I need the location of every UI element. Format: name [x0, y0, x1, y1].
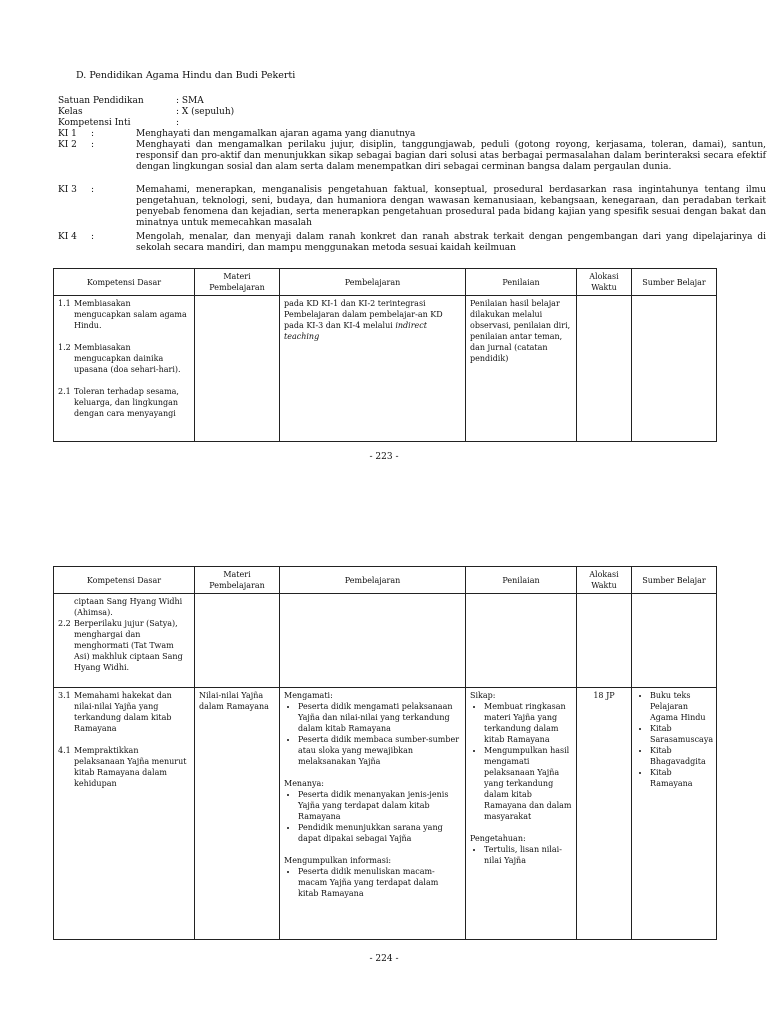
header-kompetensi-dasar: Kompetensi Dasar [54, 567, 195, 594]
list-item: • Peserta didik membaca sumber-sumber atau sloka yang mewajibkan melaksanakan Yajña [298, 734, 461, 767]
mengamati-list [284, 701, 461, 767]
menanya-label: Menanya: [284, 779, 324, 788]
meta-value: : X (sepuluh) [176, 107, 235, 117]
table-row [54, 296, 717, 442]
kd-continuation: ciptaan Sang Hyang Widhi (Ahimsa). [74, 597, 183, 617]
meta-key: Kompetensi Inti [58, 118, 131, 128]
header-alokasi: Alokasi Waktu [577, 269, 632, 296]
table-row [54, 688, 717, 940]
sumber-list [636, 690, 712, 789]
kd-text: Berperilaku jujur (Satya), menghargai dan menghormati (Tat Twam Asi) makhluk ciptaan Sang Hyang Widhi. [74, 619, 183, 672]
cell-kompetensi-dasar [54, 594, 195, 688]
list-item: • Kitab Ramayana [650, 767, 712, 789]
header-alokasi: Alokasi Waktu [577, 567, 632, 594]
header-kompetensi-dasar: Kompetensi Dasar [54, 269, 195, 296]
cell-sumber [632, 296, 717, 442]
header-sumber: Sumber Belajar [632, 567, 717, 594]
pengetahuan-label: Pengetahuan: [470, 834, 526, 843]
cell-alokasi [577, 594, 632, 688]
cell-alokasi [577, 296, 632, 442]
pembelajaran-italic: indirect teaching [284, 321, 427, 341]
header-penilaian: Penilaian [466, 269, 577, 296]
kd-item [58, 745, 190, 789]
kd-item [58, 298, 190, 331]
cell-penilaian [466, 594, 577, 688]
kd-item [58, 618, 190, 673]
cell-materi [195, 296, 280, 442]
meta-value: : [176, 118, 180, 128]
header-materi: Materi Pembelajaran [195, 567, 280, 594]
table-header-row [54, 567, 717, 594]
list-item: • Peserta didik menanyakan jenis-jenis Yajña yang terdapat dalam kitab Ramayana [298, 789, 461, 822]
kd-text: Mempraktikkan pelaksanaan Yajña menurut kitab Ramayana dalam kehidupan [74, 746, 187, 788]
pembelajaran-text: pada KD KI-1 dan KI-2 terintegrasi Pembelajaran dalam pembelajar-an KD pada KI-3 dan KI-4 melalui [284, 299, 443, 330]
cell-kompetensi-dasar [54, 688, 195, 940]
kd-text: Membiasakan mengucapkan dainika upasana (doa sehari-hari). [74, 343, 181, 374]
kd-text: Memahami hakekat dan nilai-nilai Yajña yang terkandung dalam kitab Ramayana [74, 691, 172, 733]
list-item: • Kitab Sarasamuscaya [650, 723, 712, 745]
ki-label: KI 3 [58, 185, 77, 195]
menanya-list [284, 789, 461, 844]
cell-alokasi: 18 JP [577, 688, 632, 940]
cell-kompetensi-dasar [54, 296, 195, 442]
ki-text: Memahami, menerapkan, menganalisis pengetahuan faktual, konseptual, prosedural berdasarkan rasa ingintahunya tentang ilmu pengetahuan, teknologi, seni, budaya, dan humaniora dengan wawasan kemanusiaan, kebangsaan, kenegaraan, dan peradaban terkait penyebab fenomena dan kejadian, serta menerapkan pengetahuan prosedural pada bidang kajian yang spesifik sesuai dengan bakat dan minatnya untuk memecahkan masalah [136, 185, 766, 228]
ki-label: KI 1 [58, 129, 77, 139]
ki-colon: : [91, 140, 95, 150]
table-row [54, 594, 717, 688]
meta-value: : SMA [176, 96, 204, 106]
ki-text: Menghayati dan mengamalkan ajaran agama yang dianutnya [136, 129, 416, 139]
mengumpulkan-list [284, 866, 461, 899]
kd-number: 2.1 [58, 387, 71, 396]
page-224 [0, 480, 768, 1024]
list-item: • Peserta didik menuliskan macam-macam Yajña yang terdapat dalam kitab Ramayana [298, 866, 461, 899]
header-pembelajaran: Pembelajaran [280, 567, 466, 594]
cell-penilaian [466, 688, 577, 940]
cell-pembelajaran [280, 688, 466, 940]
pengetahuan-list [470, 844, 572, 866]
mengumpulkan-label: Mengumpulkan informasi: [284, 856, 392, 865]
header-sumber: Sumber Belajar [632, 269, 717, 296]
page-223 [0, 0, 768, 480]
cell-materi: Nilai-nilai Yajña dalam Ramayana [195, 688, 280, 940]
cell-penilaian: Penilaian hasil belajar dilakukan melalui observasi, penilaian diri, penilaian antar teman, dan jurnal (catatan pendidik) [466, 296, 577, 442]
kd-number: 3.1 [58, 691, 71, 700]
ki-colon: : [91, 129, 95, 139]
sikap-list [470, 701, 572, 822]
meta-kompetensi-inti [58, 118, 179, 129]
header-pembelajaran: Pembelajaran [280, 269, 466, 296]
cell-pembelajaran [280, 296, 466, 442]
cell-sumber [632, 594, 717, 688]
list-item: • Pendidik menunjukkan sarana yang dapat dipakai sebagai Yajña [298, 822, 461, 844]
kd-table-page2 [53, 566, 717, 940]
meta-key: Satuan Pendidikan [58, 96, 144, 106]
meta-satuan [58, 96, 204, 107]
list-item: • Buku teks Pelajaran Agama Hindu [650, 690, 712, 723]
kd-number: 1.2 [58, 343, 71, 352]
kd-text: Toleran terhadap sesama, keluarga, dan lingkungan dengan cara menyayangi [74, 387, 179, 418]
kd-item [58, 342, 190, 375]
cell-sumber [632, 688, 717, 940]
meta-key: Kelas [58, 107, 83, 117]
kd-number: 1.1 [58, 299, 71, 308]
mengamati-label: Mengamati: [284, 691, 333, 700]
header-materi: Materi Pembelajaran [195, 269, 280, 296]
list-item: • Peserta didik mengamati pelaksanaan Yajña dan nilai-nilai yang terkandung dalam kitab Ramayana [298, 701, 461, 734]
list-item: • Mengumpulkan hasil mengamati pelaksanaan Yajña yang terkandung dalam kitab Ramayana dan dalam masyarakat [484, 745, 572, 822]
ki-colon: : [91, 185, 95, 195]
page-number: - 224 - [369, 954, 399, 964]
kd-item [58, 386, 190, 419]
ki-text: Menghayati dan mengamalkan perilaku jujur, disiplin, tanggungjawab, peduli (gotong royong, kerjasama, toleran, damai), santun, responsif dan pro-aktif dan menunjukkan sikap sebagai bagian dari solusi atas berbagai permasalahan dalam berinteraksi secara efektif dengan lingkungan sosial dan alam serta dalam menempatkan diri sebagai cerminan bangsa dalam pergaulan dunia. [136, 140, 766, 172]
ki-label: KI 2 [58, 140, 77, 150]
cell-materi [195, 594, 280, 688]
kd-number: 4.1 [58, 746, 71, 755]
table-header-row [54, 269, 717, 296]
kd-item [58, 690, 190, 734]
page-number: - 223 - [369, 452, 399, 462]
meta-kelas [58, 107, 234, 118]
list-item: • Membuat ringkasan materi Yajña yang terkandung dalam kitab Ramayana [484, 701, 572, 745]
ki-text: Mengolah, menalar, dan menyaji dalam ranah konkret dan ranah abstrak terkait dengan pengembangan dari yang dipelajarinya di sekolah secara mandiri, dan mampu menggunakan metoda sesuai kaidah keilmuan [136, 232, 766, 253]
section-heading: D. Pendidikan Agama Hindu dan Budi Pekerti [76, 70, 296, 81]
kd-text: Membiasakan mengucapkan salam agama Hindu. [74, 299, 187, 330]
list-item: • Kitab Bhagavadgita [650, 745, 712, 767]
cell-pembelajaran [280, 594, 466, 688]
header-penilaian: Penilaian [466, 567, 577, 594]
kd-number: 2.2 [58, 619, 71, 628]
sikap-label: Sikap: [470, 691, 496, 700]
ki-colon: : [91, 232, 95, 242]
list-item: • Tertulis, lisan nilai-nilai Yajña [484, 844, 572, 866]
kd-table-page1 [53, 268, 717, 442]
ki-label: KI 4 [58, 232, 77, 242]
